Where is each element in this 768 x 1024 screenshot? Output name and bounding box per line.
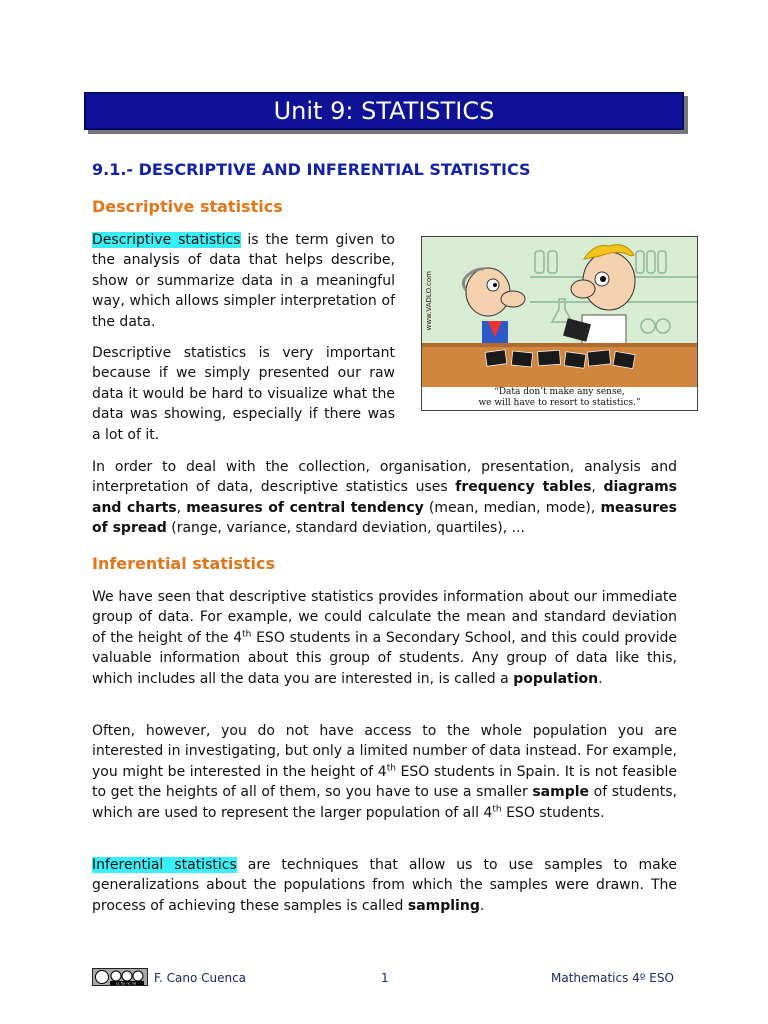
cc-license-icon [93, 969, 147, 985]
scientists-cartoon [421, 236, 698, 411]
cartoon-caption: “Data don’t make any sense, we will have to resort to statistics.” [478, 387, 641, 408]
descriptive-paragraph-1: Descriptive statistics is the term given to the analysis of data that helps describe, show or summarize data in a meaningful way, which allows simpler interpretation of the data. [92, 232, 395, 330]
descriptive-paragraph-2: Descriptive statistics is very important because if we simply presented our raw data it would be hard to visualize what the data was showing, especially if there was a lot of it. [92, 345, 395, 443]
highlighted-term: Descriptive statistics [92, 232, 241, 248]
title-banner [84, 92, 684, 130]
inferential-paragraph-1: We have seen that descriptive statistics provides information about our immediate group of data. For example, we could calculate the mean and standard deviation of the height of the 4th ESO students in a Secondary School, and this could provide valuable information about this group of students. Any group of data like this, which includes all the data you are interested in, is called a population. [92, 589, 677, 687]
creative-commons-badge [92, 968, 148, 986]
page-title: Unit 9: STATISTICS [273, 97, 495, 125]
inferential-heading: Inferential statistics [92, 554, 276, 573]
footer-course: Mathematics 4º ESO [551, 971, 674, 985]
cc-license-label: cc by nc nd [115, 981, 137, 985]
highlighted-term: Inferential statistics [92, 857, 237, 873]
descriptive-heading: Descriptive statistics [92, 197, 283, 216]
section-title: 9.1.- DESCRIPTIVE AND INFERENTIAL STATISTICS [92, 160, 531, 179]
descriptive-paragraph-3: In order to deal with the collection, organisation, presentation, analysis and interpretation of data, descriptive statistics uses frequency tables, diagrams and charts, measures of central tendency (mean, median, mode), measures of spread (range, variance, standard deviation, quartiles), ... [92, 459, 678, 537]
inferential-paragraph-2: Often, however, you do not have access to the whole population you are interested in investigating, but only a limited number of data instead. For example, you might be interested in the height of 4th ESO students in Spain. It is not feasible to get the heights of all of them, so you have to use a smaller sample of students, which are used to represent the larger population of all 4th ESO students. [92, 723, 678, 821]
footer-page-number: 1 [381, 971, 389, 985]
footer-author: F. Cano Cuenca [154, 971, 247, 985]
cartoon-watermark: www.VADLO.com [425, 271, 433, 331]
inferential-paragraph-3: Inferential statistics are techniques that allow us to use samples to make generalizations about the populations from which the samples were drawn. The process of achieving these samples is called sampling. [92, 857, 677, 914]
cartoon-illustration [422, 237, 697, 387]
